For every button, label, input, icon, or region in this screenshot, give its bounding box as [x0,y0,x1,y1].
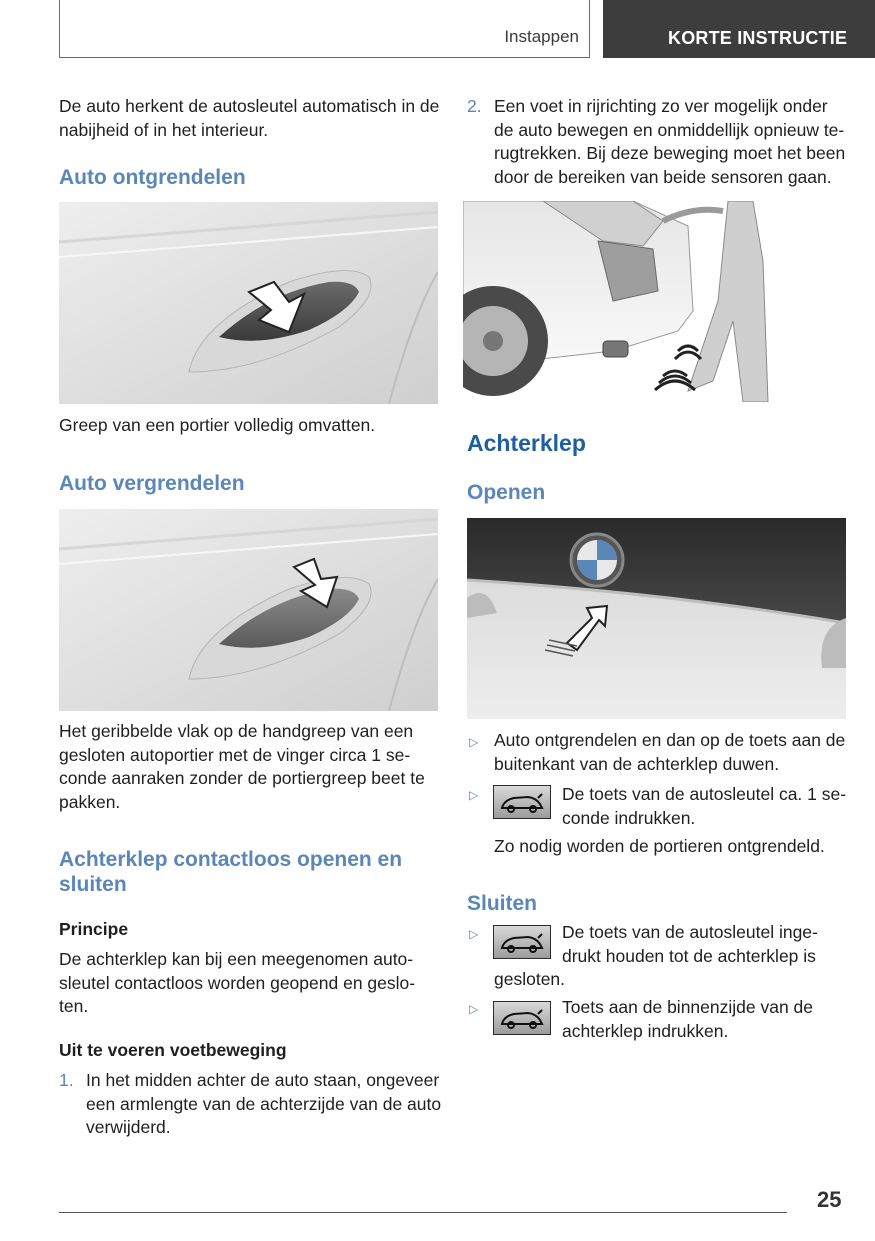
step-2-line: door de bereiken van beide sensoren gaan. [494,166,832,187]
open-bullet-1-line: Auto ontgrendelen en dan op de toets aan de [494,730,846,750]
step-2-line: rugtrekken. Bij deze beweging moet het been [494,143,846,163]
heading-foot-movement: Uit te voeren voetbeweging [59,1040,287,1060]
close-bullet-2-line: Toets aan de binnenzijde van de [562,997,814,1017]
unlock-door-handle-image [59,202,438,404]
principle-text [59,948,441,1019]
close-bullet-2-line: achterklep indrukken. [562,1020,729,1041]
lock-caption-line: gesloten autoportier met de vinger circa 1 se- [59,744,411,765]
step-2-line: Een voet in rijrichting zo ver mogelijk onder [494,96,828,116]
footer-rule [59,1212,787,1213]
heading-close: Sluiten [467,892,538,915]
principle-line: ten. [59,996,89,1016]
open-bullet-2-line: De toets van de autosleutel ca. 1 se- [562,784,847,804]
step-1-line: In het midden achter de auto staan, ongeveer [86,1070,440,1090]
tailgate-key-button-icon [493,785,551,819]
triangle-right-icon: ▷ [469,927,479,941]
open-bullet-2 [562,783,852,830]
foot-movement-image [463,201,769,402]
triangle-right-icon: ▷ [469,1002,479,1016]
lock-caption-line: pakken. [59,791,121,812]
lock-caption-line: Het geribbelde vlak op de handgreep van een [59,721,414,741]
open-bullet-2-line: conde indrukken. [562,807,696,828]
principle-line: De achterklep kan bij een meegenomen auto- [59,949,414,969]
step-2-line: de auto bewegen en onmiddellijk opnieuw te- [494,119,845,140]
step-1-line: een armlengte van de achterzijde van de auto [86,1093,442,1114]
step-1-text [86,1069,446,1140]
triangle-right-icon: ▷ [469,735,479,749]
heading-contactless-line: Achterklep contactloos openen en [59,848,403,871]
tailgate-key-button-icon [493,925,551,959]
heading-open: Openen [467,481,546,504]
step-2-text [494,95,854,189]
heading-contactless-line: sluiten [59,873,127,896]
step-number-2: 2. [467,96,482,116]
close-bullet-2 [562,996,852,1043]
close-bullet-1-continuation: gesloten. [494,969,566,989]
open-note: Zo nodig worden de portieren ontgrendeld. [494,836,825,856]
heading-tailgate: Achterklep [467,430,586,456]
open-bullet-1 [494,729,854,776]
principle-line: sleutel contactloos worden geopend en geslo- [59,972,416,993]
heading-principle: Principe [59,919,129,939]
lock-caption-line: conde aanraken zonder de portiergreep beet te [59,768,425,788]
lock-caption [59,720,441,814]
tailgate-button-image [467,518,846,719]
close-bullet-1-line: drukt houden tot de achterklep is [562,945,816,966]
lock-door-handle-image [59,509,438,711]
intro-text: De auto herkent de autosleutel automatisch in de nabijheid of in het interieur. [59,96,440,140]
unlock-caption: Greep van een portier volledig omvatten. [59,415,376,435]
heading-contactless [59,847,441,897]
section-title: Instappen [504,27,579,46]
close-bullet-1-line: De toets van de autosleutel inge- [562,922,818,942]
running-header-box [59,0,590,58]
step-number-1: 1. [59,1070,74,1090]
heading-lock: Auto vergrendelen [59,472,245,495]
page-number: 25 [817,1187,842,1212]
tailgate-key-button-icon [493,1001,551,1035]
close-bullet-1-wrapped [562,921,852,968]
chapter-tab-label: KORTE INSTRUCTIE [668,28,848,48]
chapter-tab [603,0,875,58]
open-bullet-1-line: buitenkant van de achterklep duwen. [494,753,780,774]
step-1-line: verwijderd. [86,1117,171,1137]
triangle-right-icon: ▷ [469,788,479,802]
heading-unlock: Auto ontgrendelen [59,166,246,189]
